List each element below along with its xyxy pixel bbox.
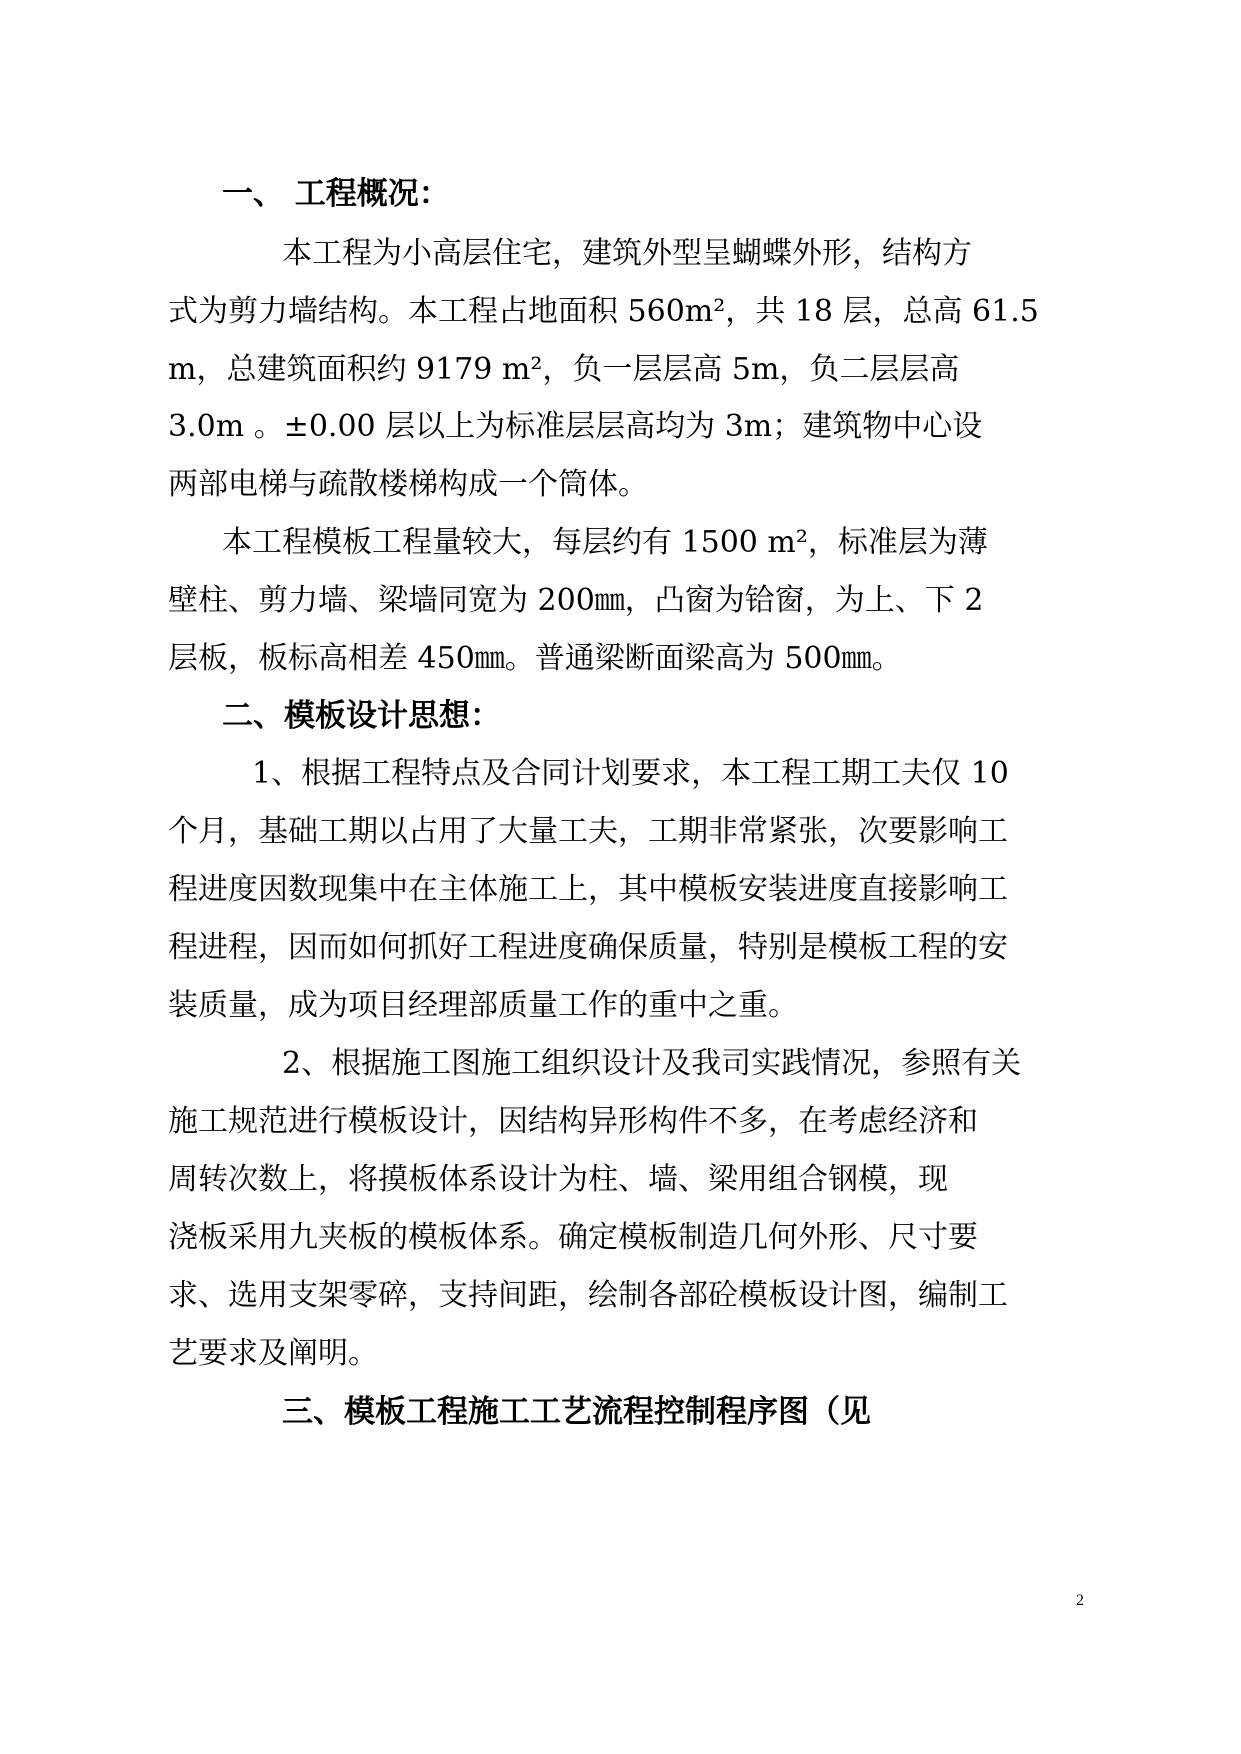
paragraph-line: 浇板采用九夹板的模板体系。确定模板制造几何外形、尺寸要 [168, 1220, 978, 1255]
paragraph-line: 2、根据施工图施工组织设计及我司实践情况，参照有关 [282, 1046, 1022, 1081]
paragraph-line: 1、根据工程特点及合同计划要求，本工程工期工夫仅 10 [252, 756, 1009, 791]
paragraph-line: 艺要求及阐明。 [168, 1336, 378, 1371]
paragraph-line: 施工规范进行模板设计，因结构异形构件不多，在考虑经济和 [168, 1104, 978, 1139]
paragraph-line: 3.0m 。±0.00 层以上为标准层层高均为 3m；建筑物中心设 [168, 409, 983, 444]
paragraph-line: 本工程模板工程量较大，每层约有 1500 m²，标准层为薄 [222, 525, 988, 560]
paragraph-line: m，总建筑面积约 9179 m²，负一层层高 5m，负二层层高 [168, 352, 960, 387]
paragraph-line: 周转次数上，将摸板体系设计为柱、墙、梁用组合钢模，现 [168, 1162, 948, 1197]
paragraph-line: 求、选用支架零碎，支持间距，绘制各部砼模板设计图，编制工 [168, 1278, 1008, 1313]
paragraph-line: 个月，基础工期以占用了大量工夫，工期非常紧张，次要影响工 [168, 814, 1008, 849]
section-heading-3: 三、模板工程施工工艺流程控制程序图（见 [282, 1394, 871, 1430]
page-number: 2 [1076, 1592, 1084, 1609]
paragraph-line: 本工程为小高层住宅，建筑外型呈蝴蝶外形，结构方 [282, 236, 972, 271]
paragraph-line: 层板，板标高相差 450㎜。普通梁断面梁高为 500㎜。 [168, 641, 902, 676]
paragraph-line: 装质量，成为项目经理部质量工作的重中之重。 [168, 988, 798, 1023]
paragraph-line: 程进度因数现集中在主体施工上，其中模板安装进度直接影响工 [168, 872, 1008, 907]
paragraph-line: 两部电梯与疏散楼梯构成一个筒体。 [168, 467, 648, 502]
section-heading-2: 二、模板设计思想： [222, 698, 501, 734]
section-heading-1: 一、 工程概况： [222, 176, 450, 212]
paragraph-line: 式为剪力墙结构。本工程占地面积 560m²，共 18 层，总高 61.5 [168, 294, 1039, 329]
paragraph-line: 程进程，因而如何抓好工程进度确保质量，特别是模板工程的安 [168, 930, 1008, 965]
paragraph-line: 壁柱、剪力墙、梁墙同宽为 200㎜，凸窗为铪窗，为上、下 2 [168, 583, 984, 618]
